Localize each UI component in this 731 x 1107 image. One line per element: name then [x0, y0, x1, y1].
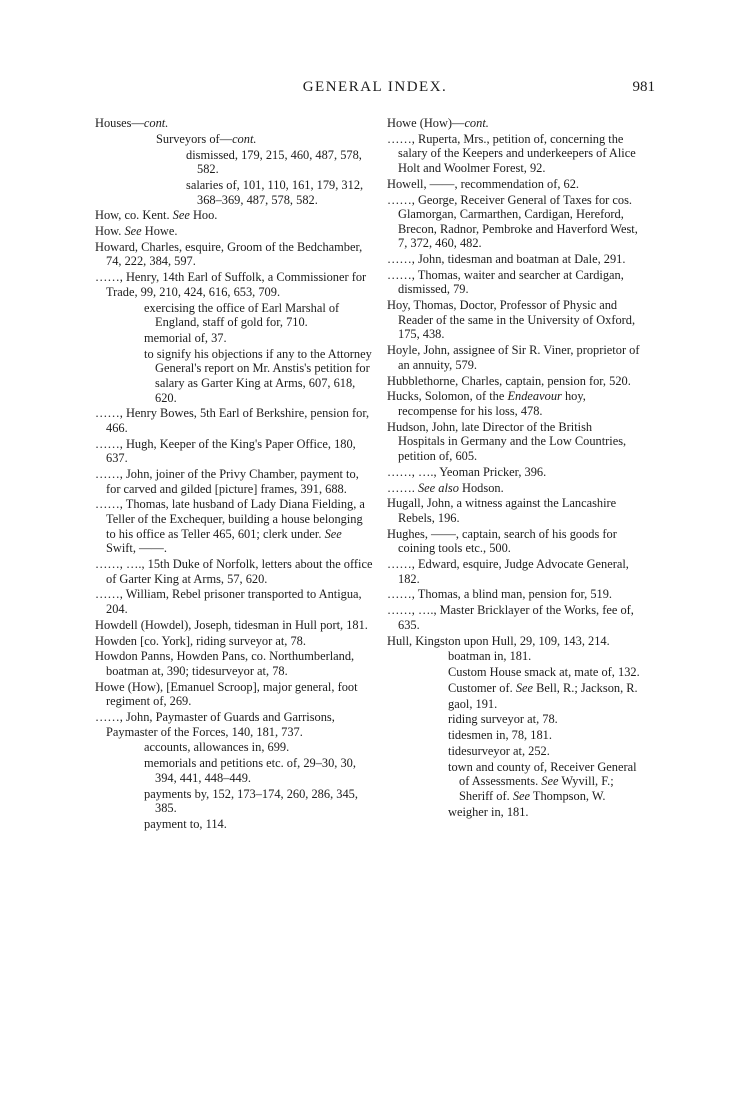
index-entry: Hubblethorne, Charles, captain, pension for, 520.: [387, 373, 631, 388]
index-entry: ……, …., 15th Duke of Norfolk, letters about the office of Garter King at Arms, 57, 620.: [95, 557, 373, 586]
index-entry: Howdell (Howdel), Joseph, tidesman in Hull port, 181.: [95, 617, 368, 632]
index-entry: Custom House smack at, mate of, 132.: [448, 665, 640, 680]
index-column-right: [387, 116, 641, 821]
index-entry: salaries of, 101, 110, 161, 179, 312, 368–369, 487, 578, 582.: [186, 177, 364, 207]
index-entry: tidesmen in, 78, 181.: [448, 728, 552, 743]
index-entry: ……, John, Paymaster of Guards and Garrisons, Paymaster of the Forces, 140, 181, 737.: [95, 710, 335, 739]
index-entry: Customer of. See Bell, R.; Jackson, R.: [448, 680, 638, 695]
index-entry: memorials and petitions etc. of, 29–30, 30, 394, 441, 448–449.: [144, 756, 356, 785]
index-entry: payments by, 152, 173–174, 260, 286, 345, 385.: [144, 786, 358, 816]
index-entry: ……, Thomas, late husband of Lady Diana Fielding, a Teller of the Exchequer, building a house belonging to his office as Teller 465, 601; clerk under. See Swift, ——.: [95, 497, 365, 556]
index-entry: Hugall, John, a witness against the Lancashire Rebels, 196.: [387, 496, 617, 525]
index-entry: ……, Henry Bowes, 5th Earl of Berkshire, pension for, 466.: [95, 406, 370, 435]
index-entry: weigher in, 181.: [448, 804, 529, 819]
index-entry: Howe (How), [Emanuel Scroop], major general, foot regiment of, 269.: [95, 679, 358, 709]
index-entry: Houses—cont.: [95, 116, 169, 130]
index-entry: Howden [co. York], riding surveyor at, 78.: [95, 633, 306, 648]
index-entry: payment to, 114.: [144, 817, 227, 831]
page-header: [95, 79, 655, 101]
index-entry: ……. See also Hodson.: [387, 480, 504, 495]
index-entry: ……, …., Master Bricklayer of the Works, fee of, 635.: [387, 603, 634, 632]
index-entry: accounts, allowances in, 699.: [144, 740, 290, 755]
index-entry: gaol, 191.: [448, 696, 498, 711]
index-entry: Hudson, John, late Director of the British Hospitals in Germany and the Low Countries, petition of, 605.: [387, 419, 627, 463]
index-entry: boatman in, 181.: [448, 649, 532, 664]
index-entry: ……, William, Rebel prisoner transported to Antigua, 204.: [95, 587, 362, 616]
index-entry: ……, John, joiner of the Privy Chamber, payment to, for carved and gilded [picture] frames, 391, 688.: [95, 467, 359, 496]
index-entry: Hoyle, John, assignee of Sir R. Viner, proprietor of an annuity, 579.: [387, 343, 640, 372]
index-entry: ……, George, Receiver General of Taxes for cos. Glamorgan, Carmarthen, Cardigan, Hereford, Brecon, Radnor, Pembroke and Haverford West, 7, 372, 460, 482.: [387, 192, 638, 251]
index-entry: Surveyors of—cont.: [156, 131, 257, 146]
index-entry: How. See Howe.: [95, 224, 178, 239]
index-entry: ……, Thomas, a blind man, pension for, 519.: [387, 587, 613, 602]
index-entry: Howe (How)—cont.: [387, 116, 489, 130]
index-entry: ……, …., Yeoman Pricker, 396.: [387, 464, 547, 479]
index-entry: ……, Henry, 14th Earl of Suffolk, a Commissioner for Trade, 99, 210, 424, 616, 653, 709.: [95, 270, 367, 299]
index-entry: Howard, Charles, esquire, Groom of the Bedchamber, 74, 222, 384, 597.: [95, 239, 363, 269]
index-entry: How, co. Kent. See Hoo.: [95, 208, 218, 223]
index-entry: ……, Edward, esquire, Judge Advocate General, 182.: [387, 557, 629, 586]
index-entry: Hucks, Solomon, of the Endeavour hoy, recompense for his loss, 478.: [387, 389, 586, 418]
index-entry: riding surveyor at, 78.: [448, 712, 558, 727]
index-entry: Hoy, Thomas, Doctor, Professor of Physic and Reader of the same in the University of Oxford, 175, 438.: [387, 298, 636, 342]
index-entry: Howell, ——, recommendation of, 62.: [387, 176, 580, 191]
index-entry: memorial of, 37.: [144, 331, 227, 345]
index-entry: town and county of, Receiver General of Assessments. See Wyvill, F.; Sheriff of. See Thompson, W.: [448, 759, 637, 803]
index-entry: exercising the office of Earl Marshal of England, staff of gold for, 710.: [144, 300, 340, 330]
index-entry: dismissed, 179, 215, 460, 487, 578, 582.: [186, 147, 362, 177]
index-column-left: [95, 116, 373, 833]
running-title: GENERAL INDEX.: [302, 79, 448, 95]
index-entry: Hughes, ——, captain, search of his goods for coining tools etc., 500.: [387, 526, 617, 556]
index-entry: ……, Thomas, waiter and searcher at Cardigan, dismissed, 79.: [387, 267, 624, 297]
index-entry: tidesurveyor at, 252.: [448, 744, 550, 759]
index-entry: ……, Hugh, Keeper of the King's Paper Office, 180, 637.: [95, 436, 356, 466]
index-entry: to signify his objections if any to the Attorney General's report on Mr. Anstis's petition for salary as Garter King at Arms, 607, 618, 620.: [144, 346, 372, 405]
index-entry: ……, Ruperta, Mrs., petition of, concerning the salary of the Keepers and underkeepers of Alice Holt and Woolmer Forest, 92.: [387, 131, 636, 175]
index-entry: Howdon Panns, Howden Pans, co. Northumberland, boatman at, 390; tidesurveyor at, 78.: [95, 649, 355, 678]
page-number: 981: [632, 79, 655, 95]
index-entry: Hull, Kingston upon Hull, 29, 109, 143, 214.: [387, 633, 610, 648]
index-entry: ……, John, tidesman and boatman at Dale, 291.: [387, 252, 626, 267]
